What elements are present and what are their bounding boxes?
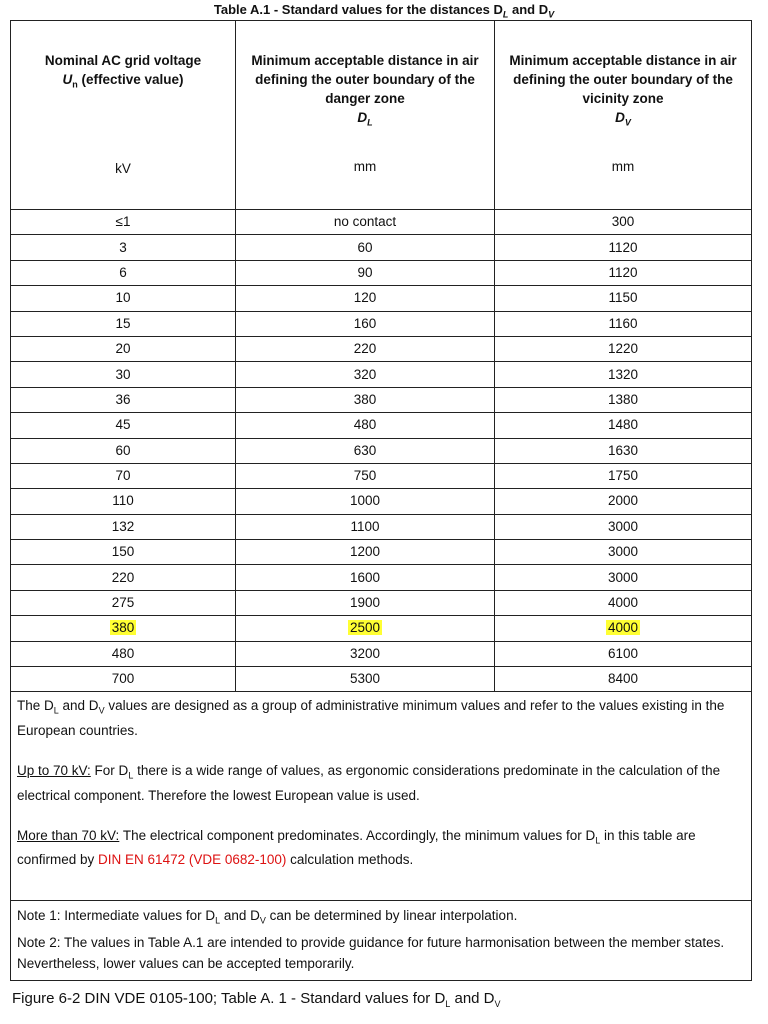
header-voltage: Nominal AC grid voltage $U_n$ (effective value) kV (11, 21, 236, 210)
vicinity-distance-cell-value: 4000 (607, 620, 639, 636)
vicinity-distance-cell-value: 8400 (607, 671, 639, 687)
danger-distance-cell (236, 463, 495, 488)
table-row (11, 311, 752, 336)
figure-caption: Figure 6-2 DIN VDE 0105-100; Table A. 1 - Standard values for $D_L$ and $D_V$ (12, 990, 501, 1009)
table-row (11, 463, 752, 488)
vicinity-distance-cell-value: 1630 (607, 442, 639, 458)
voltage-cell (11, 387, 236, 412)
vicinity-distance-cell-value: 300 (611, 214, 635, 230)
table-row (11, 616, 752, 641)
danger-distance-cell (236, 311, 495, 336)
voltage-cell (11, 590, 236, 615)
vicinity-distance-cell (495, 311, 752, 336)
danger-distance-cell-value: 630 (353, 442, 377, 458)
vicinity-distance-cell (495, 641, 752, 666)
voltage-cell (11, 286, 236, 311)
voltage-cell (11, 565, 236, 590)
danger-distance-cell (236, 616, 495, 641)
voltage-cell (11, 260, 236, 285)
voltage-cell-value: 132 (111, 518, 135, 534)
vicinity-distance-cell-value: 4000 (607, 595, 639, 611)
danger-distance-cell-value: 380 (353, 391, 377, 407)
vicinity-distance-cell (495, 286, 752, 311)
danger-distance-cell (236, 489, 495, 514)
danger-distance-cell (236, 387, 495, 412)
danger-distance-cell-value: 1200 (349, 544, 381, 560)
danger-distance-cell-value: no contact (333, 214, 397, 230)
vicinity-distance-cell-value: 1150 (608, 290, 638, 306)
voltage-cell-value: 380 (111, 620, 135, 636)
vicinity-distance-cell (495, 413, 752, 438)
vicinity-distance-cell-value: 2000 (607, 493, 639, 509)
table-row (11, 336, 752, 361)
danger-distance-cell (236, 235, 495, 260)
vicinity-distance-cell-value: 1220 (607, 341, 639, 357)
danger-distance-cell (236, 565, 495, 590)
voltage-cell-value: 275 (111, 595, 135, 611)
vicinity-distance-cell (495, 362, 752, 387)
note-2: Note 2: The values in Table A.1 are intended to provide guidance for future harmonisation between the member states. Nevertheless, lower values can be accepted temporarily. (17, 935, 725, 972)
vicinity-distance-cell (495, 489, 752, 514)
danger-distance-cell-value: 1000 (349, 493, 381, 509)
vicinity-distance-cell (495, 336, 752, 361)
vicinity-distance-cell (495, 540, 752, 565)
notes-cell (11, 692, 752, 901)
vicinity-distance-cell (495, 514, 752, 539)
vicinity-distance-cell-value: 1320 (607, 366, 639, 382)
voltage-cell (11, 235, 236, 260)
table-row (11, 565, 752, 590)
vicinity-distance-cell-value: 3000 (607, 544, 639, 560)
table-header-row (11, 21, 752, 210)
voltage-cell-value: ≤1 (115, 214, 131, 230)
voltage-cell-value: 15 (115, 315, 131, 331)
voltage-cell-value: 700 (111, 671, 135, 687)
danger-distance-cell-value: 220 (353, 341, 377, 357)
voltage-cell (11, 336, 236, 361)
voltage-cell-value: 60 (115, 442, 131, 458)
voltage-cell-value: 30 (115, 366, 131, 382)
table-row (11, 286, 752, 311)
voltage-cell (11, 540, 236, 565)
vicinity-distance-cell-value: 1480 (607, 417, 639, 433)
voltage-cell (11, 362, 236, 387)
danger-distance-cell (236, 260, 495, 285)
vicinity-distance-cell-value: 1380 (607, 391, 639, 407)
vicinity-distance-cell (495, 667, 752, 692)
voltage-cell-value: 150 (111, 544, 135, 560)
vicinity-distance-cell (495, 590, 752, 615)
standard-values-table (10, 20, 752, 981)
danger-distance-cell-value: 1100 (350, 518, 380, 534)
table-title: Table A.1 - Standard values for the distances $D_L$ and $D_V$ (213, 2, 555, 20)
note-paragraph-2: Up to 70 kV: For $D_L$ there is a wide range of values, as ergonomic considerations predominate in the calculation of the electrical component. Therefore the lowest European value is used. (17, 763, 721, 803)
voltage-cell (11, 641, 236, 666)
table-row (11, 413, 752, 438)
voltage-cell (11, 413, 236, 438)
vicinity-distance-cell-value: 1120 (608, 264, 638, 280)
danger-distance-cell-value: 480 (353, 417, 377, 433)
danger-distance-cell-value: 5300 (349, 671, 381, 687)
vicinity-distance-cell (495, 210, 752, 235)
voltage-cell-value: 70 (115, 468, 131, 484)
vicinity-distance-cell (495, 463, 752, 488)
danger-distance-cell (236, 362, 495, 387)
danger-distance-cell-value: 320 (353, 366, 377, 382)
table-row (11, 260, 752, 285)
danger-distance-cell (236, 210, 495, 235)
note-1: Note 1: Intermediate values for $D_L$ and $D_V$ can be determined by linear interpolation. (17, 908, 518, 927)
notes2-row (11, 901, 752, 981)
danger-distance-cell (236, 540, 495, 565)
voltage-cell-value: 20 (115, 341, 131, 357)
danger-distance-cell (236, 336, 495, 361)
voltage-cell-value: 220 (111, 569, 135, 585)
voltage-cell-value: 10 (115, 290, 131, 306)
table-row (11, 235, 752, 260)
danger-distance-cell-value: 1900 (349, 595, 381, 611)
vicinity-distance-cell-value: 3000 (607, 569, 639, 585)
voltage-cell (11, 489, 236, 514)
vicinity-distance-cell-value: 3000 (607, 518, 639, 534)
unit-mm-dv: mm (611, 158, 635, 174)
table-row (11, 540, 752, 565)
vicinity-distance-cell-value: 1120 (608, 239, 638, 255)
header-vicinity-zone: Minimum acceptable distance in air defining the outer boundary of the vicinity zone $D_V$ mm (495, 21, 752, 210)
note-paragraph-1: The $D_L$ and $D_V$ values are designed as a group of administrative minimum values and refer to the values existing in the European countries. (17, 698, 725, 739)
danger-distance-cell-value: 2500 (349, 620, 381, 636)
danger-distance-cell (236, 590, 495, 615)
table-row (11, 641, 752, 666)
danger-distance-cell (236, 438, 495, 463)
voltage-cell-value: 6 (119, 264, 127, 280)
danger-distance-cell (236, 667, 495, 692)
danger-distance-cell-value: 120 (353, 290, 377, 306)
danger-distance-cell (236, 514, 495, 539)
vicinity-distance-cell (495, 387, 752, 412)
voltage-cell (11, 514, 236, 539)
table-row (11, 387, 752, 412)
table-row (11, 514, 752, 539)
vicinity-distance-cell-value: 1160 (608, 315, 638, 331)
vicinity-distance-cell-value: 1750 (607, 468, 639, 484)
voltage-cell-value: 36 (115, 391, 131, 407)
voltage-cell (11, 438, 236, 463)
danger-distance-cell-value: 160 (353, 315, 377, 331)
unit-kv: kV (115, 160, 131, 176)
danger-distance-cell (236, 641, 495, 666)
unit-mm-dl: mm (353, 158, 377, 174)
vicinity-distance-cell (495, 235, 752, 260)
notes2-cell (11, 901, 752, 981)
table-row (11, 362, 752, 387)
vicinity-distance-cell-value: 6100 (607, 645, 639, 661)
standard-reference: DIN EN 61472 (VDE 0682-100) (98, 852, 287, 868)
danger-distance-cell-value: 1600 (349, 569, 381, 585)
vicinity-distance-cell (495, 616, 752, 641)
table-row (11, 210, 752, 235)
voltage-cell-value: 3 (119, 239, 127, 255)
note-paragraph-3: More than 70 kV: The electrical component predominates. Accordingly, the minimum values for $D_L$ in this table are confirmed by DIN EN 61472 (VDE 0682-100) calculation methods. (17, 827, 696, 868)
table-row (11, 489, 752, 514)
voltage-cell (11, 463, 236, 488)
voltage-cell-value: 480 (111, 645, 135, 661)
voltage-cell (11, 311, 236, 336)
voltage-cell (11, 210, 236, 235)
voltage-cell (11, 667, 236, 692)
table-row (11, 667, 752, 692)
vicinity-distance-cell (495, 565, 752, 590)
danger-distance-cell (236, 413, 495, 438)
danger-distance-cell-value: 750 (353, 468, 377, 484)
danger-distance-cell-value: 60 (357, 239, 373, 255)
table-row (11, 590, 752, 615)
notes-row (11, 692, 752, 901)
voltage-cell (11, 616, 236, 641)
vicinity-distance-cell (495, 438, 752, 463)
voltage-cell-value: 110 (112, 493, 134, 509)
header-danger-zone: Minimum acceptable distance in air defining the outer boundary of the danger zone $D_L$ mm (236, 21, 495, 210)
danger-distance-cell (236, 286, 495, 311)
vicinity-distance-cell (495, 260, 752, 285)
table-row (11, 438, 752, 463)
danger-distance-cell-value: 90 (357, 264, 373, 280)
voltage-cell-value: 45 (115, 417, 131, 433)
danger-distance-cell-value: 3200 (349, 645, 381, 661)
